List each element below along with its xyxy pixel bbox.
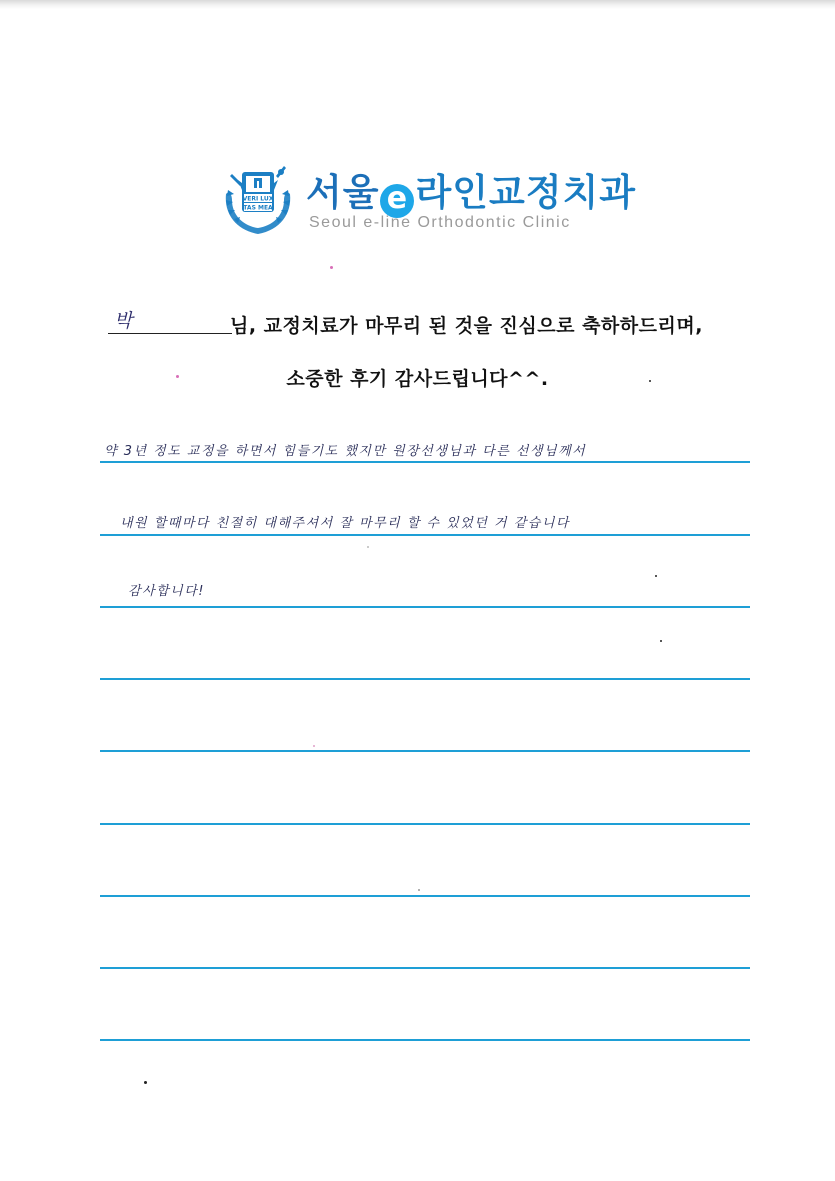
scan-speck: [176, 375, 179, 378]
clinic-name-prefix: 서울: [306, 171, 380, 214]
clinic-name-suffix: 라인교정치과: [415, 171, 636, 214]
review-line-1: 약 3년 정도 교정을 하면서 힘들기도 했지만 원장선생님과 다른 선생님께서: [104, 444, 587, 459]
seal-text-bottom: TAS MEA: [243, 204, 273, 212]
patient-name-underline: [108, 333, 232, 334]
scan-speck: [660, 640, 662, 642]
clinic-name-e: e: [380, 184, 414, 218]
page-top-edge: [0, 0, 835, 9]
ruled-line-6: [100, 823, 750, 825]
seal-text-top: VERI LUX: [242, 195, 274, 203]
ruled-line-5: [100, 750, 750, 752]
scan-speck: [655, 575, 657, 577]
scan-speck: [418, 889, 420, 891]
clinic-name-ko: [306, 162, 636, 218]
clinic-name-en: Seoul e-line Orthodontic Clinic: [309, 214, 571, 231]
scan-speck: [367, 546, 369, 548]
scan-speck: [313, 745, 315, 747]
ruled-line-2: [100, 534, 750, 536]
ruled-line-8: [100, 967, 750, 969]
ruled-line-9: [100, 1039, 750, 1041]
clinic-seal-icon: [218, 160, 298, 240]
review-line-3: 감사합니다!: [128, 584, 206, 599]
scan-speck: [144, 1081, 147, 1084]
ruled-line-4: [100, 678, 750, 680]
ruled-line-1: [100, 461, 750, 463]
patient-name-handwritten: 박: [114, 310, 133, 332]
greeting-text-2: 소중한 후기 감사드립니다^^.: [286, 368, 549, 390]
ruled-line-3: [100, 606, 750, 608]
scan-speck: [330, 266, 333, 269]
review-line-2: 내원 할때마다 친절히 대해주셔서 잘 마무리 할 수 있었던 거 같습니다: [120, 516, 570, 531]
greeting-line-1: [102, 303, 742, 343]
ruled-line-7: [100, 895, 750, 897]
clinic-logo: [218, 160, 638, 240]
greeting-text-1: 님, 교정치료가 마무리 된 것을 진심으로 축하하드리며,: [230, 315, 703, 337]
scan-speck: [649, 380, 651, 382]
